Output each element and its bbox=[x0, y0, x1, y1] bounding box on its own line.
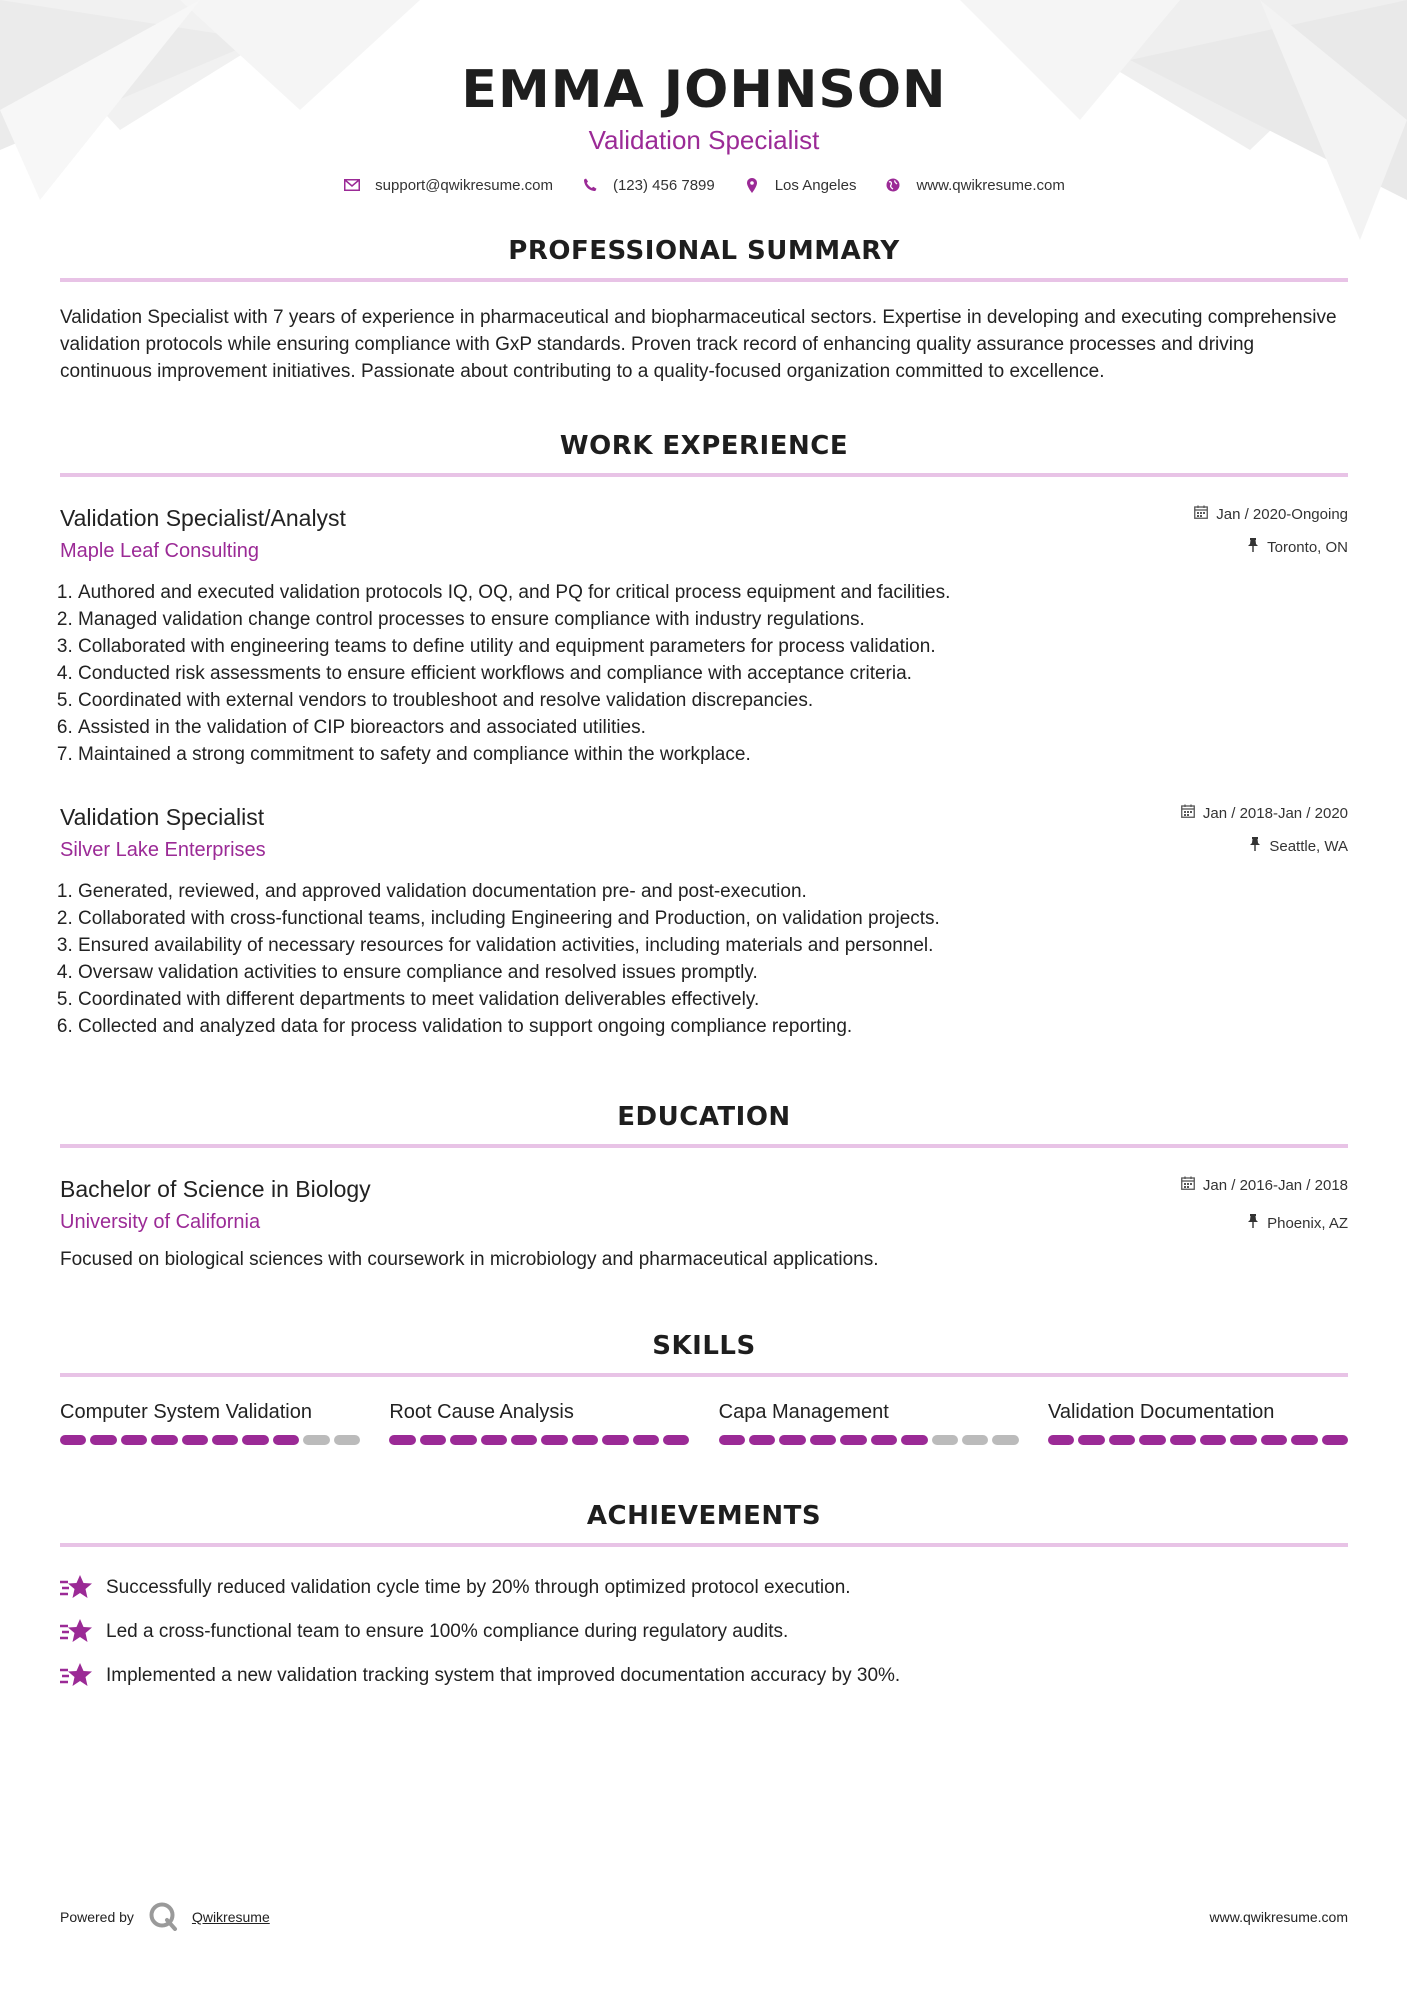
skill-item bbox=[1048, 1399, 1348, 1445]
education-degree: Bachelor of Science in Biology bbox=[60, 1176, 371, 1202]
job-company: Silver Lake Enterprises bbox=[60, 839, 266, 861]
skill-segment-filled bbox=[663, 1435, 689, 1445]
skill-segment-filled bbox=[90, 1435, 116, 1445]
education-location-text: Phoenix, AZ bbox=[1267, 1214, 1348, 1232]
job-bullet: 3. Ensured availability of necessary resources for validation activities, including materials and personnel. bbox=[78, 932, 1348, 959]
skill-segment-filled bbox=[1139, 1435, 1165, 1445]
job-bullet: 5. Coordinated with different departments to meet validation deliverables effectively. bbox=[78, 986, 1348, 1013]
job-bullet: 4. Conducted risk assessments to ensure efficient workflows and compliance with acceptance criteria. bbox=[78, 660, 1348, 687]
resume-page bbox=[60, 0, 1348, 1697]
achievement-item bbox=[60, 1653, 1348, 1697]
education-dates-text: Jan / 2016-Jan / 2018 bbox=[1202, 1176, 1348, 1194]
job-meta bbox=[1194, 503, 1348, 558]
pushpin-icon bbox=[1247, 1214, 1259, 1232]
resume-header bbox=[60, 0, 1348, 194]
star-trophy-icon bbox=[60, 1573, 92, 1601]
achievement-text: Led a cross-functional team to ensure 100% compliance during regulatory audits. bbox=[106, 1620, 789, 1642]
footer-website[interactable]: www.qwikresume.com bbox=[1209, 1909, 1348, 1925]
achievements-list bbox=[60, 1565, 1348, 1697]
page-footer bbox=[60, 1900, 1348, 1934]
skill-segment-filled bbox=[572, 1435, 598, 1445]
qwikresume-logo-icon bbox=[148, 1901, 178, 1934]
summary-text: Validation Specialist with 7 years of experience in pharmaceutical and biopharmaceutical sectors. Expertise in developing and executing comprehensive validation protocols while ensuring compliance with GxP standards. Proven track record of enhancing quality assurance processes and driving continuous improvement initiatives. Passionate about contributing to a quality-focused organization committed to excellence. bbox=[60, 307, 1337, 382]
skill-segment-filled bbox=[481, 1435, 507, 1445]
phone-icon bbox=[581, 176, 599, 194]
skill-segment-filled bbox=[602, 1435, 628, 1445]
skill-segment-filled bbox=[1109, 1435, 1135, 1445]
contact-phone[interactable] bbox=[581, 176, 715, 194]
skill-segment-filled bbox=[60, 1435, 86, 1445]
education-entry bbox=[60, 1174, 1348, 1273]
experience-heading: WORK EXPERIENCE bbox=[559, 431, 849, 461]
job-location-text: Toronto, ON bbox=[1267, 538, 1348, 556]
skill-segment-filled bbox=[389, 1435, 415, 1445]
pushpin-icon bbox=[1247, 538, 1259, 556]
skill-name: Computer System Validation bbox=[60, 1401, 312, 1423]
job-title: Validation Specialist/Analyst bbox=[60, 505, 346, 531]
job-title: Validation Specialist bbox=[60, 804, 265, 830]
candidate-title: Validation Specialist bbox=[588, 125, 820, 155]
skill-level-bar bbox=[389, 1435, 689, 1445]
skill-name: Validation Documentation bbox=[1047, 1401, 1275, 1423]
education-heading: EDUCATION bbox=[617, 1102, 791, 1132]
job-bullet: 3. Collaborated with engineering teams to define utility and equipment parameters for process validation. bbox=[78, 633, 1348, 660]
skill-segment-filled bbox=[511, 1435, 537, 1445]
skill-segment-filled bbox=[151, 1435, 177, 1445]
skill-segment-filled bbox=[242, 1435, 268, 1445]
skill-segment-filled bbox=[840, 1435, 866, 1445]
skill-segment-filled bbox=[719, 1435, 745, 1445]
skill-segment-filled bbox=[1230, 1435, 1256, 1445]
section-divider bbox=[60, 1373, 1348, 1377]
job-location bbox=[1194, 536, 1348, 558]
job-bullet: 5. Coordinated with external vendors to troubleshoot and resolve validation discrepancies. bbox=[78, 687, 1348, 714]
skill-segment-filled bbox=[1261, 1435, 1287, 1445]
skill-segment-filled bbox=[420, 1435, 446, 1445]
skill-segment-empty bbox=[962, 1435, 988, 1445]
job-bullet: 6. Collected and analyzed data for process validation to support ongoing compliance reporting. bbox=[78, 1013, 1348, 1040]
skill-item bbox=[60, 1399, 360, 1445]
star-trophy-icon bbox=[60, 1661, 92, 1689]
skill-name: Capa Management bbox=[718, 1401, 889, 1423]
skill-segment-filled bbox=[182, 1435, 208, 1445]
contact-location bbox=[743, 176, 857, 194]
skill-segment-filled bbox=[1200, 1435, 1226, 1445]
achievements-section bbox=[60, 1499, 1348, 1697]
skill-segment-filled bbox=[1048, 1435, 1074, 1445]
skills-list bbox=[60, 1399, 1348, 1445]
education-location bbox=[1181, 1212, 1348, 1234]
job-bullet: 6. Assisted in the validation of CIP bioreactors and associated utilities. bbox=[78, 714, 1348, 741]
skills-section bbox=[60, 1329, 1348, 1445]
skills-heading: SKILLS bbox=[652, 1331, 756, 1361]
skill-segment-empty bbox=[992, 1435, 1018, 1445]
job-entry bbox=[60, 503, 1348, 768]
achievement-text: Implemented a new validation tracking system that improved documentation accuracy by 30%. bbox=[106, 1664, 901, 1686]
skill-segment-filled bbox=[1078, 1435, 1104, 1445]
qwikresume-link[interactable]: Qwikresume bbox=[191, 1909, 270, 1925]
job-dates-text: Jan / 2020-Ongoing bbox=[1216, 505, 1348, 523]
job-bullet: 2. Collaborated with cross-functional teams, including Engineering and Production, on validation projects. bbox=[78, 905, 1348, 932]
section-divider bbox=[60, 473, 1348, 477]
job-bullet: 1. Authored and executed validation protocols IQ, OQ, and PQ for critical process equipment and facilities. bbox=[78, 579, 1348, 606]
job-bullet: 1. Generated, reviewed, and approved validation documentation pre- and post-execution. bbox=[78, 878, 1348, 905]
job-dates bbox=[1181, 802, 1348, 824]
skill-segment-filled bbox=[273, 1435, 299, 1445]
globe-icon bbox=[884, 176, 902, 194]
skill-level-bar bbox=[1048, 1435, 1348, 1445]
map-marker-icon bbox=[743, 176, 761, 194]
achievement-text: Successfully reduced validation cycle time by 20% through optimized protocol execution. bbox=[106, 1576, 851, 1598]
education-school: University of California bbox=[60, 1211, 261, 1233]
job-bullets bbox=[60, 579, 1348, 768]
contact-website[interactable] bbox=[884, 176, 1064, 194]
powered-by-text: Powered by bbox=[60, 1909, 134, 1925]
experience-section bbox=[60, 429, 1348, 1040]
job-dates-text: Jan / 2018-Jan / 2020 bbox=[1202, 804, 1348, 822]
skill-segment-filled bbox=[541, 1435, 567, 1445]
job-dates bbox=[1194, 503, 1348, 525]
job-bullets bbox=[60, 878, 1348, 1040]
education-meta bbox=[1181, 1174, 1348, 1234]
contact-location-text: Los Angeles bbox=[774, 176, 857, 194]
skill-item bbox=[719, 1399, 1019, 1445]
education-dates bbox=[1181, 1174, 1348, 1196]
job-location-text: Seattle, WA bbox=[1269, 837, 1348, 855]
job-bullet: 2. Managed validation change control processes to ensure compliance with industry regulations. bbox=[78, 606, 1348, 633]
achievement-item bbox=[60, 1609, 1348, 1653]
job-location bbox=[1181, 835, 1348, 857]
powered-by bbox=[60, 1901, 270, 1934]
section-divider bbox=[60, 1144, 1348, 1148]
calendar-icon bbox=[1181, 1176, 1195, 1194]
calendar-icon bbox=[1181, 804, 1195, 822]
candidate-name: EMMA JOHNSON bbox=[461, 60, 947, 120]
skill-segment-filled bbox=[901, 1435, 927, 1445]
skill-name: Root Cause Analysis bbox=[389, 1401, 574, 1423]
skill-segment-filled bbox=[121, 1435, 147, 1445]
job-entry bbox=[60, 802, 1348, 1040]
skill-segment-empty bbox=[334, 1435, 360, 1445]
skill-segment-filled bbox=[1322, 1435, 1348, 1445]
section-divider bbox=[60, 278, 1348, 282]
achievement-item bbox=[60, 1565, 1348, 1609]
achievements-heading: ACHIEVEMENTS bbox=[586, 1501, 822, 1531]
section-divider bbox=[60, 1543, 1348, 1547]
skill-segment-filled bbox=[749, 1435, 775, 1445]
star-trophy-icon bbox=[60, 1617, 92, 1645]
education-description: Focused on biological sciences with coursework in microbiology and pharmaceutical applications. bbox=[60, 1249, 879, 1270]
skill-level-bar bbox=[719, 1435, 1019, 1445]
contact-bar bbox=[60, 176, 1348, 194]
contact-email-text: support@qwikresume.com bbox=[375, 176, 553, 194]
skill-item bbox=[389, 1399, 689, 1445]
skill-segment-filled bbox=[1291, 1435, 1317, 1445]
job-bullet: 7. Maintained a strong commitment to safety and compliance within the workplace. bbox=[78, 741, 1348, 768]
envelope-icon bbox=[343, 176, 361, 194]
education-section bbox=[60, 1100, 1348, 1273]
skill-segment-filled bbox=[779, 1435, 805, 1445]
skill-segment-filled bbox=[871, 1435, 897, 1445]
skill-segment-filled bbox=[633, 1435, 659, 1445]
summary-heading: PROFESSIONAL SUMMARY bbox=[508, 236, 900, 266]
skill-segment-filled bbox=[1170, 1435, 1196, 1445]
job-bullet: 4. Oversaw validation activities to ensure compliance and resolved issues promptly. bbox=[78, 959, 1348, 986]
contact-phone-text: (123) 456 7899 bbox=[612, 176, 715, 194]
pushpin-icon bbox=[1249, 837, 1261, 855]
summary-section bbox=[60, 234, 1348, 385]
contact-website-text: www.qwikresume.com bbox=[916, 176, 1065, 194]
job-company: Maple Leaf Consulting bbox=[60, 540, 260, 562]
skill-segment-filled bbox=[450, 1435, 476, 1445]
calendar-icon bbox=[1194, 505, 1208, 523]
contact-email[interactable] bbox=[343, 176, 553, 194]
job-meta bbox=[1181, 802, 1348, 857]
skill-level-bar bbox=[60, 1435, 360, 1445]
skill-segment-filled bbox=[212, 1435, 238, 1445]
skill-segment-empty bbox=[303, 1435, 329, 1445]
skill-segment-filled bbox=[810, 1435, 836, 1445]
skill-segment-empty bbox=[932, 1435, 958, 1445]
